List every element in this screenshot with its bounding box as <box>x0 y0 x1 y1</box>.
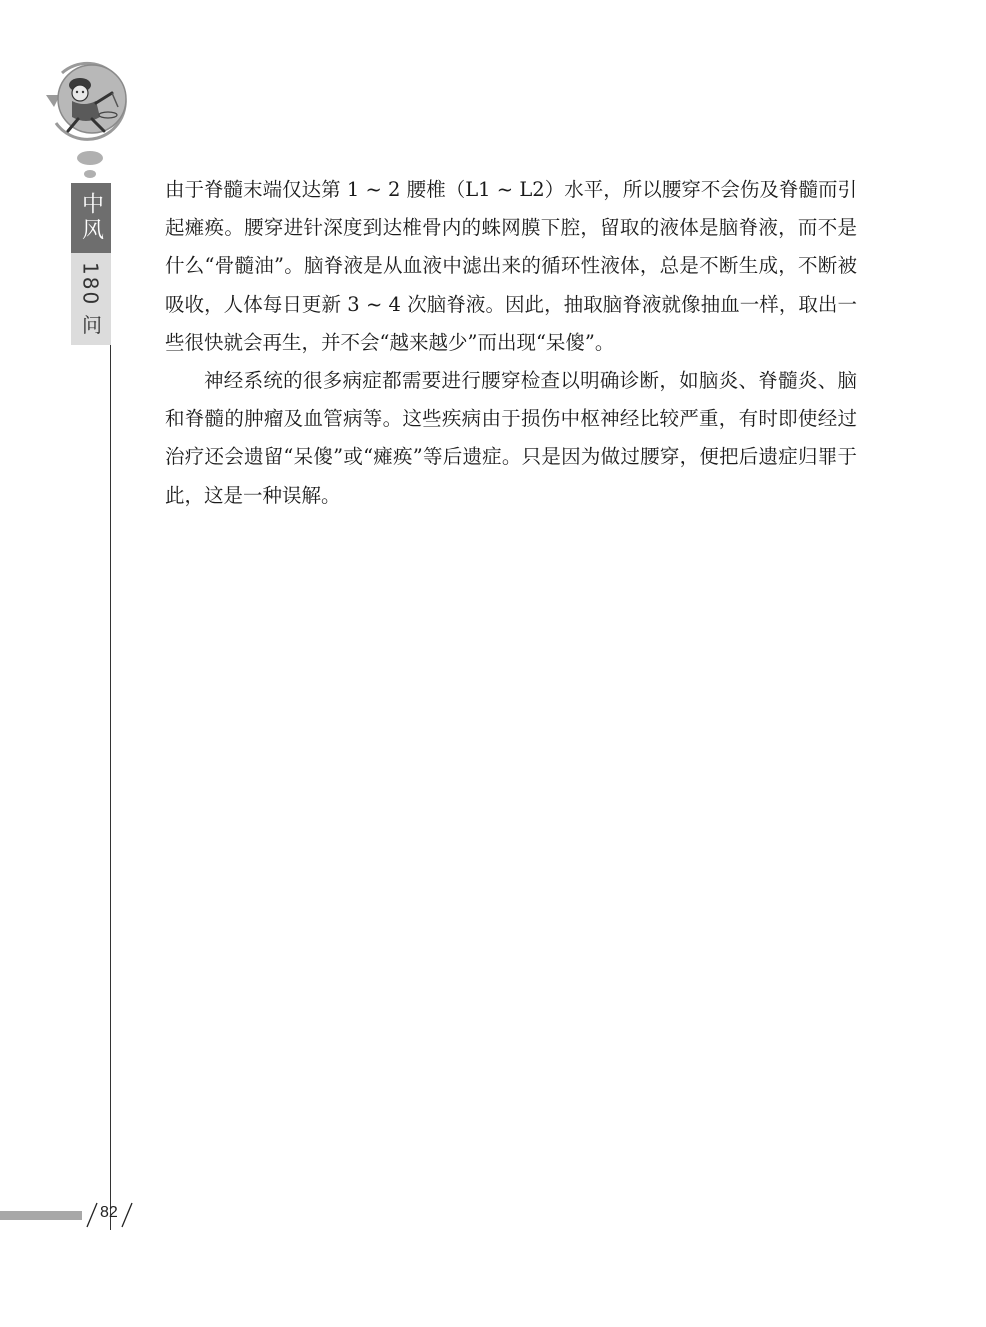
mascot-illustration <box>42 55 142 180</box>
side-tab-title: 中风 <box>78 192 104 244</box>
mascot-logo <box>42 55 142 180</box>
side-tab-subtitle: 180 问 <box>78 261 103 337</box>
slash-icon <box>85 1202 99 1228</box>
page-number: 82 <box>100 1204 118 1221</box>
chapter-side-tab <box>71 183 111 345</box>
slash-icon <box>120 1202 134 1228</box>
side-tab-title-block <box>71 183 111 253</box>
paragraph-1: 由于脊髓末端仅达第 1 ~ 2 腰椎（L1 ~ L2）水平，所以腰穿不会伤及脊髓而引起瘫痪。腰穿进针深度到达椎骨内的蛛网膜下腔，留取的液体是脑脊液，而不是什么“骨髓油”。脑脊液是从血液中滤出来的循环性液体，总是不断生成，不断被吸收，人体每日更新 3 ~ 4 次脑脊液。因此，抽取脑脊液就像抽血一样，取出一些很快就会再生，并不会“越来越少”而出现“呆傻”。 <box>165 178 857 354</box>
side-tab-subtitle-block <box>71 253 111 345</box>
vertical-divider <box>110 345 111 1230</box>
paragraph-2: 神经系统的很多病症都需要进行腰穿检查以明确诊断，如脑炎、脊髓炎、脑和脊髓的肿瘤及血管病等。这些疾病由于损伤中枢神经比较严重，有时即使经过治疗还会遗留“呆傻”或“瘫痪”等后遗症。只是因为做过腰穿，便把后遗症归罪于此，这是一种误解。 <box>165 369 857 507</box>
body-text <box>165 171 857 515</box>
footer-bar <box>0 1211 82 1220</box>
